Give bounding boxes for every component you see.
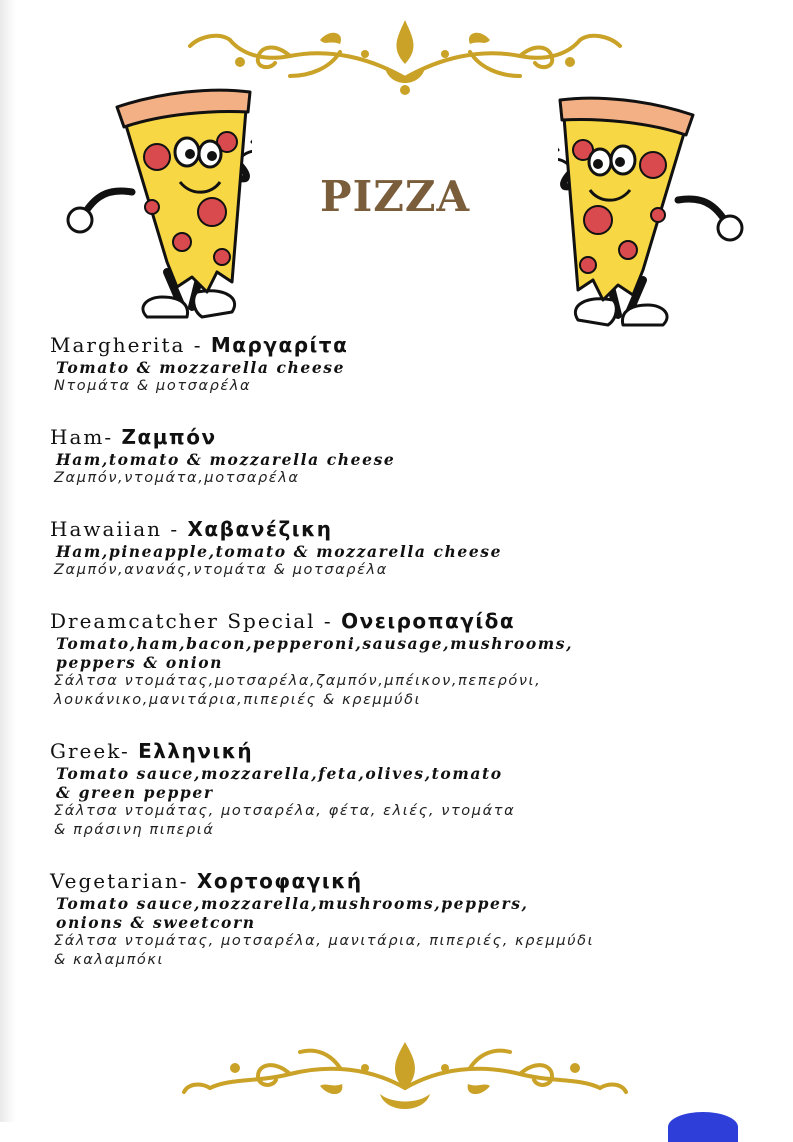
item-description-gr: & καλαμπόκι (54, 952, 165, 968)
item-name-en: Hawaiian - (50, 517, 180, 541)
menu-item-title (50, 424, 395, 450)
menu-item-hawaiian (50, 516, 502, 580)
menu-item-title (50, 608, 573, 634)
item-description-en: Tomato sauce,mozzarella,mushrooms,peppers, (56, 894, 529, 913)
menu-item-title (50, 738, 515, 764)
menu-item-vegetarian (50, 868, 594, 970)
item-name-gr: Ζαμπόν (121, 425, 217, 449)
item-description-gr: λουκάνικο,μανιτάρια,πιπεριές & κρεμμύδι (54, 692, 422, 708)
item-description-gr: Ζαμπόν,ντομάτα,μοτσαρέλα (54, 470, 300, 486)
item-description-gr: Ντομάτα & μοτσαρέλα (54, 378, 252, 394)
item-description-gr: & πράσινη πιπεριά (54, 822, 215, 838)
item-name-gr: Χαβανέζικη (187, 517, 333, 541)
item-description-en: onions & sweetcorn (56, 913, 256, 932)
menu-item-title (50, 868, 594, 894)
item-description-en: Tomato sauce,mozzarella,feta,olives,tomato (56, 764, 503, 783)
item-description-gr: Σάλτσα ντομάτας,μοτσαρέλα,ζαμπόν,μπέικον,πεπερόνι, (54, 673, 542, 689)
menu-item-title (50, 516, 502, 542)
item-name-en: Margherita - (50, 333, 203, 357)
item-description-en: peppers & onion (56, 653, 224, 672)
pizza-slice-mascot-icon (62, 82, 252, 322)
page-title: PIZZA (320, 172, 471, 221)
item-description-en: Tomato,ham,bacon,pepperoni,sausage,mushrooms, (56, 634, 574, 653)
item-description-en: Tomato & mozzarella cheese (56, 358, 346, 377)
item-description-en: Ham,tomato & mozzarella cheese (56, 450, 396, 469)
item-name-gr: Χορτοφαγική (196, 869, 363, 893)
item-description-gr: Ζαμπόν,ανανάς,ντομάτα & μοτσαρέλα (54, 562, 388, 578)
item-description-en: Ham,pineapple,tomato & mozzarella cheese (56, 542, 503, 561)
item-description-en: & green pepper (56, 783, 214, 802)
item-description-gr: Σάλτσα ντομάτας, μοτσαρέλα, φέτα, ελιές, ντομάτα (54, 803, 516, 819)
page-edge-shadow (0, 0, 16, 1122)
corner-badge (668, 1112, 738, 1142)
item-name-en: Dreamcatcher Special - (50, 609, 333, 633)
pizza-slice-mascot-icon (558, 90, 748, 330)
item-name-gr: Ονειροπαγίδα (341, 609, 516, 633)
menu-item-dreamcatcher-special (50, 608, 573, 710)
menu-item-title (50, 332, 348, 358)
menu-item-greek (50, 738, 515, 840)
menu-item-margherita (50, 332, 348, 396)
gold-flourish-ornament-icon (180, 1038, 630, 1118)
item-name-gr: Μαργαρίτα (210, 333, 349, 357)
item-name-en: Greek- (50, 739, 130, 763)
item-description-gr: Σάλτσα ντομάτας, μοτσαρέλα, μανιτάρια, πιπεριές, κρεμμύδι (54, 933, 595, 949)
item-name-gr: Ελληνική (138, 739, 254, 763)
item-name-en: Vegetarian- (50, 869, 189, 893)
menu-item-ham (50, 424, 395, 488)
item-name-en: Ham- (50, 425, 114, 449)
